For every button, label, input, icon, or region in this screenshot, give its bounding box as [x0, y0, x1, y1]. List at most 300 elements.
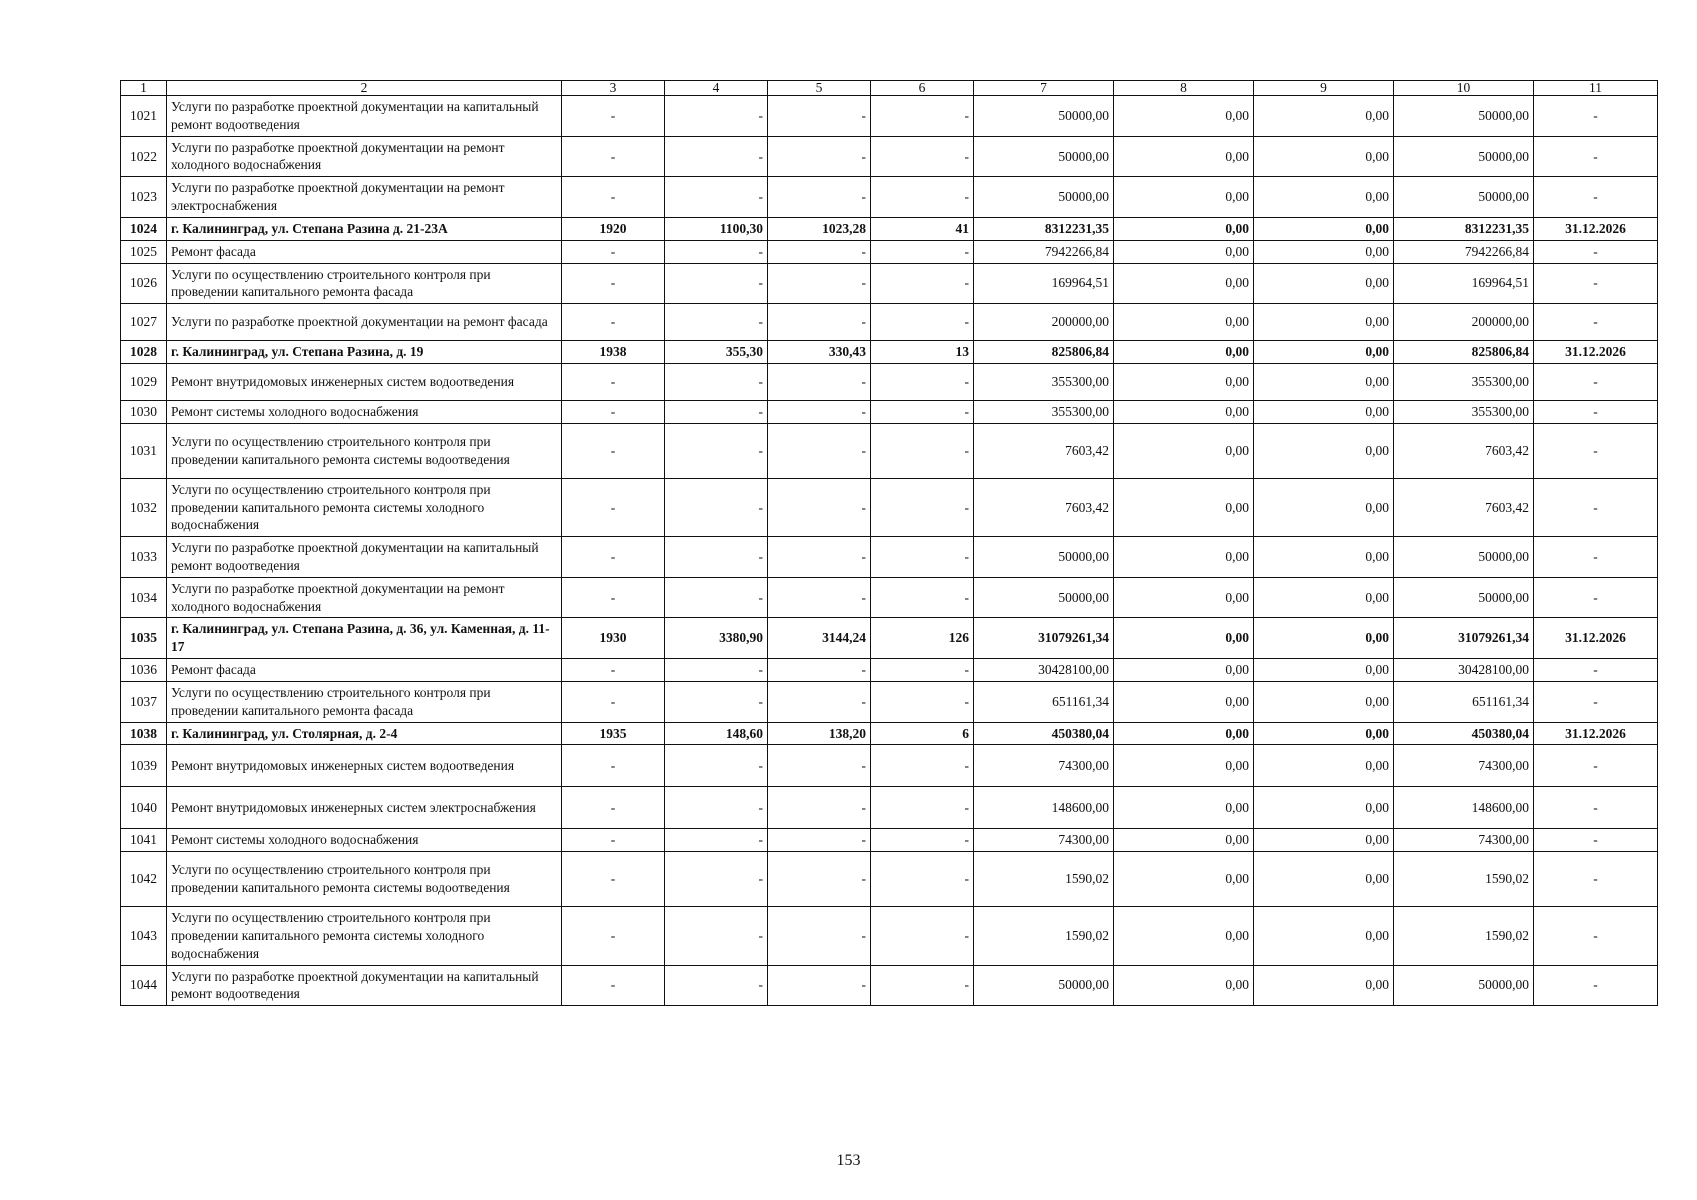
cell-description: Ремонт фасада [167, 240, 562, 263]
cell-cost-total: 7603,42 [974, 423, 1114, 478]
cell-budget-share: 0,00 [1254, 829, 1394, 852]
cell-residents: - [871, 745, 974, 787]
cell-residents: - [871, 537, 974, 578]
cell-budget-share: 0,00 [1254, 136, 1394, 177]
cell-description: Ремонт внутридомовых инженерных систем электроснабжения [167, 787, 562, 829]
cell-row-number: 1028 [121, 341, 167, 364]
cell-area-total: - [665, 177, 768, 218]
cell-fund-share: 0,00 [1114, 787, 1254, 829]
cell-description: Услуги по осуществлению строительного контроля при проведении капитального ремонта системы водоотведения [167, 423, 562, 478]
cell-deadline: - [1534, 659, 1658, 682]
cell-fund-share: 0,00 [1114, 400, 1254, 423]
work-item-row [121, 400, 1658, 423]
cell-area-total: - [665, 478, 768, 536]
work-item-row [121, 96, 1658, 137]
cell-year: - [562, 136, 665, 177]
cell-budget-share: 0,00 [1254, 787, 1394, 829]
cell-fund-share: 0,00 [1114, 965, 1254, 1006]
cell-row-number: 1023 [121, 177, 167, 218]
header-col-2: 2 [167, 81, 562, 96]
cell-year: - [562, 478, 665, 536]
cell-residents: - [871, 478, 974, 536]
cell-area-living: - [768, 852, 871, 907]
cell-year: - [562, 787, 665, 829]
cell-owners-share: 148600,00 [1394, 787, 1534, 829]
work-item-row [121, 478, 1658, 536]
cell-area-living: - [768, 304, 871, 341]
cell-area-living: - [768, 577, 871, 618]
cell-owners-share: 50000,00 [1394, 177, 1534, 218]
work-item-row [121, 965, 1658, 1006]
cell-owners-share: 7603,42 [1394, 423, 1534, 478]
cell-budget-share: 0,00 [1254, 96, 1394, 137]
cell-year: - [562, 400, 665, 423]
cell-area-living: - [768, 659, 871, 682]
cell-cost-total: 1590,02 [974, 907, 1114, 965]
cell-row-number: 1035 [121, 618, 167, 659]
cell-deadline: - [1534, 537, 1658, 578]
cell-owners-share: 1590,02 [1394, 907, 1534, 965]
cell-area-living: - [768, 478, 871, 536]
cell-area-living: 3144,24 [768, 618, 871, 659]
cell-description: г. Калининград, ул. Степана Разина, д. 36, ул. Каменная, д. 11-17 [167, 618, 562, 659]
cell-description: Ремонт системы холодного водоснабжения [167, 829, 562, 852]
cell-fund-share: 0,00 [1114, 423, 1254, 478]
cell-year: - [562, 96, 665, 137]
cell-description: Услуги по осуществлению строительного контроля при проведении капитального ремонта фасада [167, 681, 562, 722]
cell-cost-total: 50000,00 [974, 177, 1114, 218]
cell-description: Услуги по разработке проектной документации на капитальный ремонт водоотведения [167, 96, 562, 137]
cell-owners-share: 355300,00 [1394, 400, 1534, 423]
cell-budget-share: 0,00 [1254, 852, 1394, 907]
cell-owners-share: 7603,42 [1394, 478, 1534, 536]
cell-owners-share: 355300,00 [1394, 363, 1534, 400]
cell-row-number: 1041 [121, 829, 167, 852]
cell-budget-share: 0,00 [1254, 537, 1394, 578]
cell-area-living: - [768, 537, 871, 578]
cell-cost-total: 200000,00 [974, 304, 1114, 341]
cell-fund-share: 0,00 [1114, 341, 1254, 364]
cell-fund-share: 0,00 [1114, 907, 1254, 965]
header-col-5: 5 [768, 81, 871, 96]
cell-owners-share: 651161,34 [1394, 681, 1534, 722]
cell-year: 1920 [562, 217, 665, 240]
cell-fund-share: 0,00 [1114, 136, 1254, 177]
header-col-1: 1 [121, 81, 167, 96]
cell-area-living: - [768, 787, 871, 829]
cell-area-total: - [665, 304, 768, 341]
cell-deadline: 31.12.2026 [1534, 722, 1658, 745]
cell-area-total: - [665, 96, 768, 137]
cell-description: Услуги по разработке проектной документации на ремонт холодного водоснабжения [167, 577, 562, 618]
cell-residents: 41 [871, 217, 974, 240]
work-item-row [121, 681, 1658, 722]
column-number-header-row [121, 81, 1658, 96]
cell-deadline: - [1534, 745, 1658, 787]
cell-row-number: 1039 [121, 745, 167, 787]
cell-year: - [562, 907, 665, 965]
cell-year: - [562, 304, 665, 341]
cell-budget-share: 0,00 [1254, 965, 1394, 1006]
cell-cost-total: 50000,00 [974, 577, 1114, 618]
cell-deadline: - [1534, 177, 1658, 218]
work-item-row [121, 263, 1658, 304]
cell-owners-share: 31079261,34 [1394, 618, 1534, 659]
cell-area-total: - [665, 965, 768, 1006]
cell-year: - [562, 852, 665, 907]
cell-deadline: - [1534, 304, 1658, 341]
cell-description: Ремонт системы холодного водоснабжения [167, 400, 562, 423]
cell-row-number: 1040 [121, 787, 167, 829]
cell-owners-share: 7942266,84 [1394, 240, 1534, 263]
cell-owners-share: 200000,00 [1394, 304, 1534, 341]
cell-deadline: 31.12.2026 [1534, 217, 1658, 240]
cell-deadline: - [1534, 400, 1658, 423]
cell-year: - [562, 577, 665, 618]
cell-deadline: 31.12.2026 [1534, 618, 1658, 659]
cell-description: Услуги по осуществлению строительного контроля при проведении капитального ремонта фасада [167, 263, 562, 304]
work-item-row [121, 363, 1658, 400]
page-number: 153 [836, 1152, 861, 1169]
cell-cost-total: 169964,51 [974, 263, 1114, 304]
cell-budget-share: 0,00 [1254, 659, 1394, 682]
cell-area-total: - [665, 423, 768, 478]
cell-row-number: 1029 [121, 363, 167, 400]
cell-row-number: 1021 [121, 96, 167, 137]
header-col-6: 6 [871, 81, 974, 96]
cell-residents: - [871, 400, 974, 423]
cell-row-number: 1043 [121, 907, 167, 965]
cell-residents: - [871, 787, 974, 829]
work-item-row [121, 240, 1658, 263]
cell-description: Услуги по разработке проектной документации на ремонт холодного водоснабжения [167, 136, 562, 177]
cell-cost-total: 50000,00 [974, 96, 1114, 137]
cell-budget-share: 0,00 [1254, 577, 1394, 618]
cell-residents: - [871, 965, 974, 1006]
cell-fund-share: 0,00 [1114, 537, 1254, 578]
cell-fund-share: 0,00 [1114, 829, 1254, 852]
cell-description: Ремонт фасада [167, 659, 562, 682]
cell-deadline: 31.12.2026 [1534, 341, 1658, 364]
cell-description: Ремонт внутридомовых инженерных систем водоотведения [167, 363, 562, 400]
cell-area-total: - [665, 745, 768, 787]
header-col-10: 10 [1394, 81, 1534, 96]
cell-cost-total: 651161,34 [974, 681, 1114, 722]
cell-area-total: - [665, 659, 768, 682]
cell-budget-share: 0,00 [1254, 363, 1394, 400]
cell-fund-share: 0,00 [1114, 478, 1254, 536]
cell-area-living: - [768, 400, 871, 423]
cell-area-living: 138,20 [768, 722, 871, 745]
cell-row-number: 1022 [121, 136, 167, 177]
cell-deadline: - [1534, 829, 1658, 852]
cell-year: 1938 [562, 341, 665, 364]
cell-cost-total: 30428100,00 [974, 659, 1114, 682]
cell-cost-total: 1590,02 [974, 852, 1114, 907]
cell-fund-share: 0,00 [1114, 217, 1254, 240]
cell-area-living: - [768, 240, 871, 263]
cell-cost-total: 50000,00 [974, 136, 1114, 177]
cell-deadline: - [1534, 965, 1658, 1006]
cell-area-total: 355,30 [665, 341, 768, 364]
header-col-4: 4 [665, 81, 768, 96]
cell-residents: - [871, 240, 974, 263]
cell-fund-share: 0,00 [1114, 681, 1254, 722]
cell-fund-share: 0,00 [1114, 304, 1254, 341]
cell-deadline: - [1534, 240, 1658, 263]
cell-residents: - [871, 304, 974, 341]
address-row [121, 618, 1658, 659]
cell-budget-share: 0,00 [1254, 217, 1394, 240]
cell-fund-share: 0,00 [1114, 363, 1254, 400]
cell-cost-total: 74300,00 [974, 829, 1114, 852]
cell-owners-share: 74300,00 [1394, 829, 1534, 852]
cell-budget-share: 0,00 [1254, 423, 1394, 478]
cell-fund-share: 0,00 [1114, 852, 1254, 907]
cell-residents: - [871, 263, 974, 304]
cell-area-total: - [665, 400, 768, 423]
cell-fund-share: 0,00 [1114, 722, 1254, 745]
cell-budget-share: 0,00 [1254, 304, 1394, 341]
cell-cost-total: 74300,00 [974, 745, 1114, 787]
cell-deadline: - [1534, 852, 1658, 907]
work-item-row [121, 577, 1658, 618]
cell-budget-share: 0,00 [1254, 341, 1394, 364]
cell-residents: - [871, 136, 974, 177]
cell-residents: - [871, 907, 974, 965]
cell-row-number: 1032 [121, 478, 167, 536]
cell-residents: - [871, 177, 974, 218]
cell-description: г. Калининград, ул. Степана Разина, д. 19 [167, 341, 562, 364]
table-body [121, 96, 1658, 1006]
cell-area-total: - [665, 363, 768, 400]
cell-area-total: 1100,30 [665, 217, 768, 240]
cell-year: 1930 [562, 618, 665, 659]
cell-area-living: - [768, 965, 871, 1006]
cell-description: Услуги по разработке проектной документации на капитальный ремонт водоотведения [167, 965, 562, 1006]
cell-year: - [562, 829, 665, 852]
cell-owners-share: 450380,04 [1394, 722, 1534, 745]
cell-year: - [562, 965, 665, 1006]
work-item-row [121, 829, 1658, 852]
cell-row-number: 1042 [121, 852, 167, 907]
cell-row-number: 1031 [121, 423, 167, 478]
cell-residents: - [871, 659, 974, 682]
cell-budget-share: 0,00 [1254, 240, 1394, 263]
cell-residents: 6 [871, 722, 974, 745]
cell-area-living: - [768, 177, 871, 218]
cell-owners-share: 30428100,00 [1394, 659, 1534, 682]
cell-residents: - [871, 96, 974, 137]
cell-year: - [562, 240, 665, 263]
cell-year: - [562, 363, 665, 400]
cell-deadline: - [1534, 263, 1658, 304]
cell-fund-share: 0,00 [1114, 577, 1254, 618]
cell-budget-share: 0,00 [1254, 177, 1394, 218]
cell-year: - [562, 537, 665, 578]
cell-fund-share: 0,00 [1114, 177, 1254, 218]
cell-residents: - [871, 423, 974, 478]
cell-deadline: - [1534, 577, 1658, 618]
cell-cost-total: 7942266,84 [974, 240, 1114, 263]
cell-description: Услуги по осуществлению строительного контроля при проведении капитального ремонта системы водоотведения [167, 852, 562, 907]
cell-area-total: - [665, 577, 768, 618]
cell-deadline: - [1534, 478, 1658, 536]
cell-area-total: 3380,90 [665, 618, 768, 659]
work-item-row [121, 907, 1658, 965]
cell-area-total: - [665, 852, 768, 907]
cell-budget-share: 0,00 [1254, 722, 1394, 745]
cell-row-number: 1037 [121, 681, 167, 722]
cell-owners-share: 74300,00 [1394, 745, 1534, 787]
cell-deadline: - [1534, 787, 1658, 829]
cell-area-living: - [768, 907, 871, 965]
cell-year: - [562, 659, 665, 682]
header-col-8: 8 [1114, 81, 1254, 96]
cell-description: Услуги по осуществлению строительного контроля при проведении капитального ремонта системы холодного водоснабжения [167, 478, 562, 536]
cell-fund-share: 0,00 [1114, 745, 1254, 787]
cell-year: - [562, 423, 665, 478]
cell-residents: - [871, 577, 974, 618]
cell-year: 1935 [562, 722, 665, 745]
work-item-row [121, 745, 1658, 787]
cell-deadline: - [1534, 423, 1658, 478]
header-col-11: 11 [1534, 81, 1658, 96]
cell-area-total: - [665, 136, 768, 177]
cell-residents: - [871, 829, 974, 852]
cell-area-total: - [665, 907, 768, 965]
capital-repair-table [120, 80, 1658, 1006]
cell-year: - [562, 745, 665, 787]
cell-owners-share: 169964,51 [1394, 263, 1534, 304]
cell-row-number: 1034 [121, 577, 167, 618]
cell-deadline: - [1534, 96, 1658, 137]
cell-area-living: - [768, 745, 871, 787]
cell-residents: - [871, 681, 974, 722]
cell-area-total: - [665, 263, 768, 304]
work-item-row [121, 537, 1658, 578]
cell-cost-total: 148600,00 [974, 787, 1114, 829]
cell-cost-total: 355300,00 [974, 400, 1114, 423]
cell-residents: 13 [871, 341, 974, 364]
cell-description: г. Калининград, ул. Степана Разина д. 21-23А [167, 217, 562, 240]
cell-description: Услуги по осуществлению строительного контроля при проведении капитального ремонта системы холодного водоснабжения [167, 907, 562, 965]
cell-residents: - [871, 852, 974, 907]
cell-owners-share: 50000,00 [1394, 136, 1534, 177]
work-item-row [121, 177, 1658, 218]
cell-year: - [562, 263, 665, 304]
cell-row-number: 1026 [121, 263, 167, 304]
cell-budget-share: 0,00 [1254, 681, 1394, 722]
cell-deadline: - [1534, 136, 1658, 177]
cell-fund-share: 0,00 [1114, 263, 1254, 304]
cell-residents: 126 [871, 618, 974, 659]
cell-fund-share: 0,00 [1114, 659, 1254, 682]
cell-row-number: 1027 [121, 304, 167, 341]
header-col-9: 9 [1254, 81, 1394, 96]
cell-area-total: - [665, 787, 768, 829]
cell-row-number: 1038 [121, 722, 167, 745]
cell-area-total: - [665, 829, 768, 852]
cell-budget-share: 0,00 [1254, 478, 1394, 536]
work-item-row [121, 852, 1658, 907]
address-row [121, 722, 1658, 745]
cell-area-total: - [665, 240, 768, 263]
cell-owners-share: 1590,02 [1394, 852, 1534, 907]
cell-cost-total: 31079261,34 [974, 618, 1114, 659]
cell-area-living: - [768, 363, 871, 400]
header-col-3: 3 [562, 81, 665, 96]
work-item-row [121, 787, 1658, 829]
cell-residents: - [871, 363, 974, 400]
cell-area-living: - [768, 423, 871, 478]
cell-row-number: 1030 [121, 400, 167, 423]
cell-area-living: - [768, 263, 871, 304]
cell-area-living: 1023,28 [768, 217, 871, 240]
cell-cost-total: 825806,84 [974, 341, 1114, 364]
cell-area-living: - [768, 136, 871, 177]
cell-area-living: - [768, 681, 871, 722]
cell-cost-total: 50000,00 [974, 537, 1114, 578]
cell-row-number: 1024 [121, 217, 167, 240]
cell-area-living: - [768, 96, 871, 137]
cell-row-number: 1033 [121, 537, 167, 578]
cell-fund-share: 0,00 [1114, 240, 1254, 263]
cell-owners-share: 50000,00 [1394, 965, 1534, 1006]
cell-description: Услуги по разработке проектной документации на ремонт электроснабжения [167, 177, 562, 218]
cell-area-total: - [665, 537, 768, 578]
cell-cost-total: 450380,04 [974, 722, 1114, 745]
cell-area-living: - [768, 829, 871, 852]
cell-description: Ремонт внутридомовых инженерных систем водоотведения [167, 745, 562, 787]
cell-year: - [562, 177, 665, 218]
address-row [121, 217, 1658, 240]
cell-description: Услуги по разработке проектной документации на ремонт фасада [167, 304, 562, 341]
cell-cost-total: 50000,00 [974, 965, 1114, 1006]
cell-fund-share: 0,00 [1114, 96, 1254, 137]
cell-deadline: - [1534, 907, 1658, 965]
work-item-row [121, 136, 1658, 177]
cell-description: г. Калининград, ул. Столярная, д. 2-4 [167, 722, 562, 745]
cell-area-living: 330,43 [768, 341, 871, 364]
cell-owners-share: 8312231,35 [1394, 217, 1534, 240]
cell-row-number: 1036 [121, 659, 167, 682]
cell-description: Услуги по разработке проектной документации на капитальный ремонт водоотведения [167, 537, 562, 578]
cell-cost-total: 355300,00 [974, 363, 1114, 400]
address-row [121, 341, 1658, 364]
cell-owners-share: 825806,84 [1394, 341, 1534, 364]
cell-row-number: 1044 [121, 965, 167, 1006]
cell-owners-share: 50000,00 [1394, 96, 1534, 137]
cell-owners-share: 50000,00 [1394, 537, 1534, 578]
cell-budget-share: 0,00 [1254, 263, 1394, 304]
cell-year: - [562, 681, 665, 722]
cell-budget-share: 0,00 [1254, 618, 1394, 659]
cell-budget-share: 0,00 [1254, 907, 1394, 965]
work-item-row [121, 423, 1658, 478]
cell-owners-share: 50000,00 [1394, 577, 1534, 618]
cell-deadline: - [1534, 681, 1658, 722]
cell-area-total: 148,60 [665, 722, 768, 745]
cell-cost-total: 7603,42 [974, 478, 1114, 536]
cell-fund-share: 0,00 [1114, 618, 1254, 659]
cell-budget-share: 0,00 [1254, 400, 1394, 423]
cell-area-total: - [665, 681, 768, 722]
header-col-7: 7 [974, 81, 1114, 96]
cell-cost-total: 8312231,35 [974, 217, 1114, 240]
work-item-row [121, 304, 1658, 341]
cell-row-number: 1025 [121, 240, 167, 263]
